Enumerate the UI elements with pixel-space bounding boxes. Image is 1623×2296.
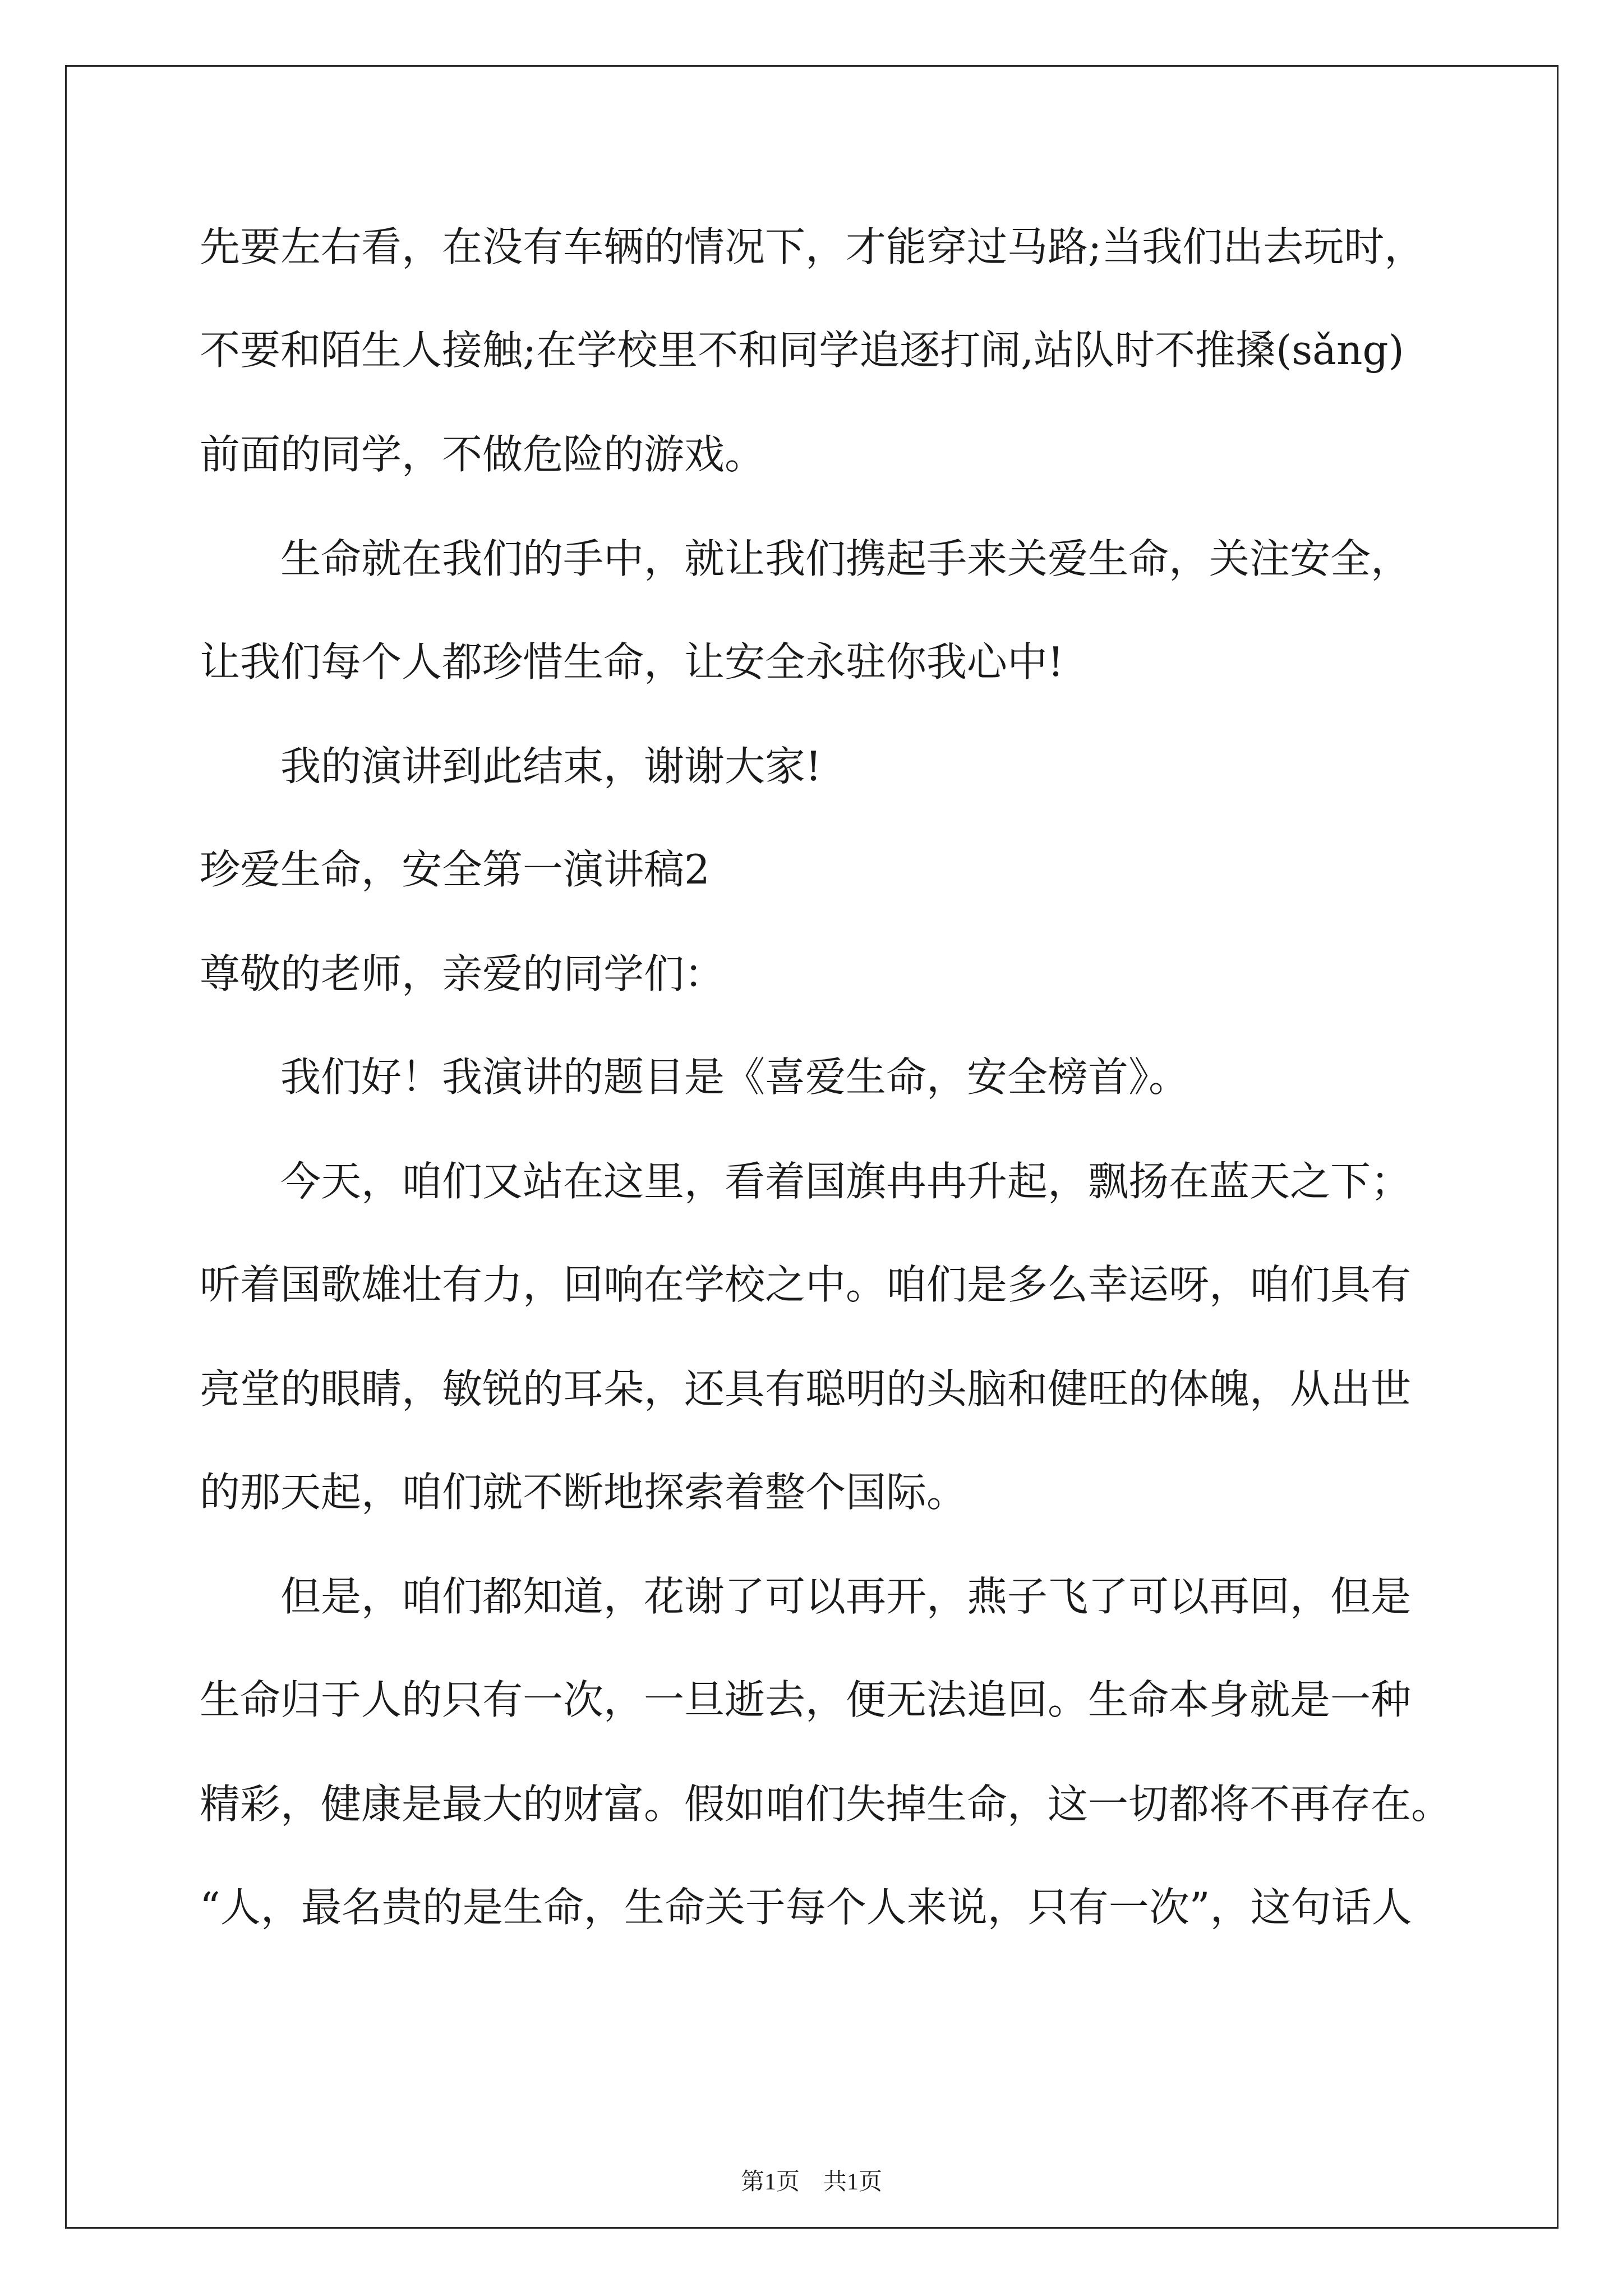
text-line: 生命归于人的只有一次，一旦逝去，便无法追回。生命本身就是一种: [200, 1676, 1412, 1723]
text-line: 我的演讲到此结束，谢谢大家!: [280, 743, 822, 790]
page-number: 第1页 共1页: [740, 2169, 882, 2195]
section-title: 珍爱生命，安全第一演讲稿2: [200, 846, 710, 893]
text-line: 但是，咱们都知道，花谢了可以再开，燕子飞了可以再回，但是: [280, 1573, 1412, 1620]
text-line: 亮堂的眼睛，敏锐的耳朵，还具有聪明的头脑和健旺的体魄，从出世: [200, 1365, 1412, 1412]
text-line: 今天，咱们又站在这里，看着国旗冉冉升起，飘扬在蓝天之下；: [280, 1158, 1412, 1205]
text-line: “人，最名贵的是生命，生命关于每个人来说，只有一次”，这句话人: [200, 1884, 1412, 1931]
text-line: 先要左右看，在没有车辆的情况下，才能穿过马路;当我们出去玩时，: [200, 223, 1425, 270]
text-line: 让我们每个人都珍惜生命，让安全永驻你我心中!: [200, 638, 1064, 685]
text-line: 的那天起，咱们就不断地探索着整个国际。: [200, 1469, 967, 1516]
text-line: 生命就在我们的手中，就让我们携起手来关爱生命，关注安全，: [280, 535, 1412, 582]
text-line: 不要和陌生人接触;在学校里不和同学追逐打闹,站队时不推搡(sǎng): [200, 326, 1404, 374]
text-line: 我们好！我演讲的题目是《喜爱生命，安全榜首》。: [280, 1053, 1189, 1101]
text-line: 精彩，健康是最大的财富。假如咱们失掉生命，这一切都将不再存在。: [200, 1780, 1452, 1828]
salutation: 尊敬的老师，亲爱的同学们：: [200, 950, 725, 997]
text-line: 前面的同学，不做危险的游戏。: [200, 431, 766, 478]
text-line: 听着国歌雄壮有力，回响在学校之中。咱们是多么幸运呀，咱们具有: [200, 1261, 1412, 1308]
